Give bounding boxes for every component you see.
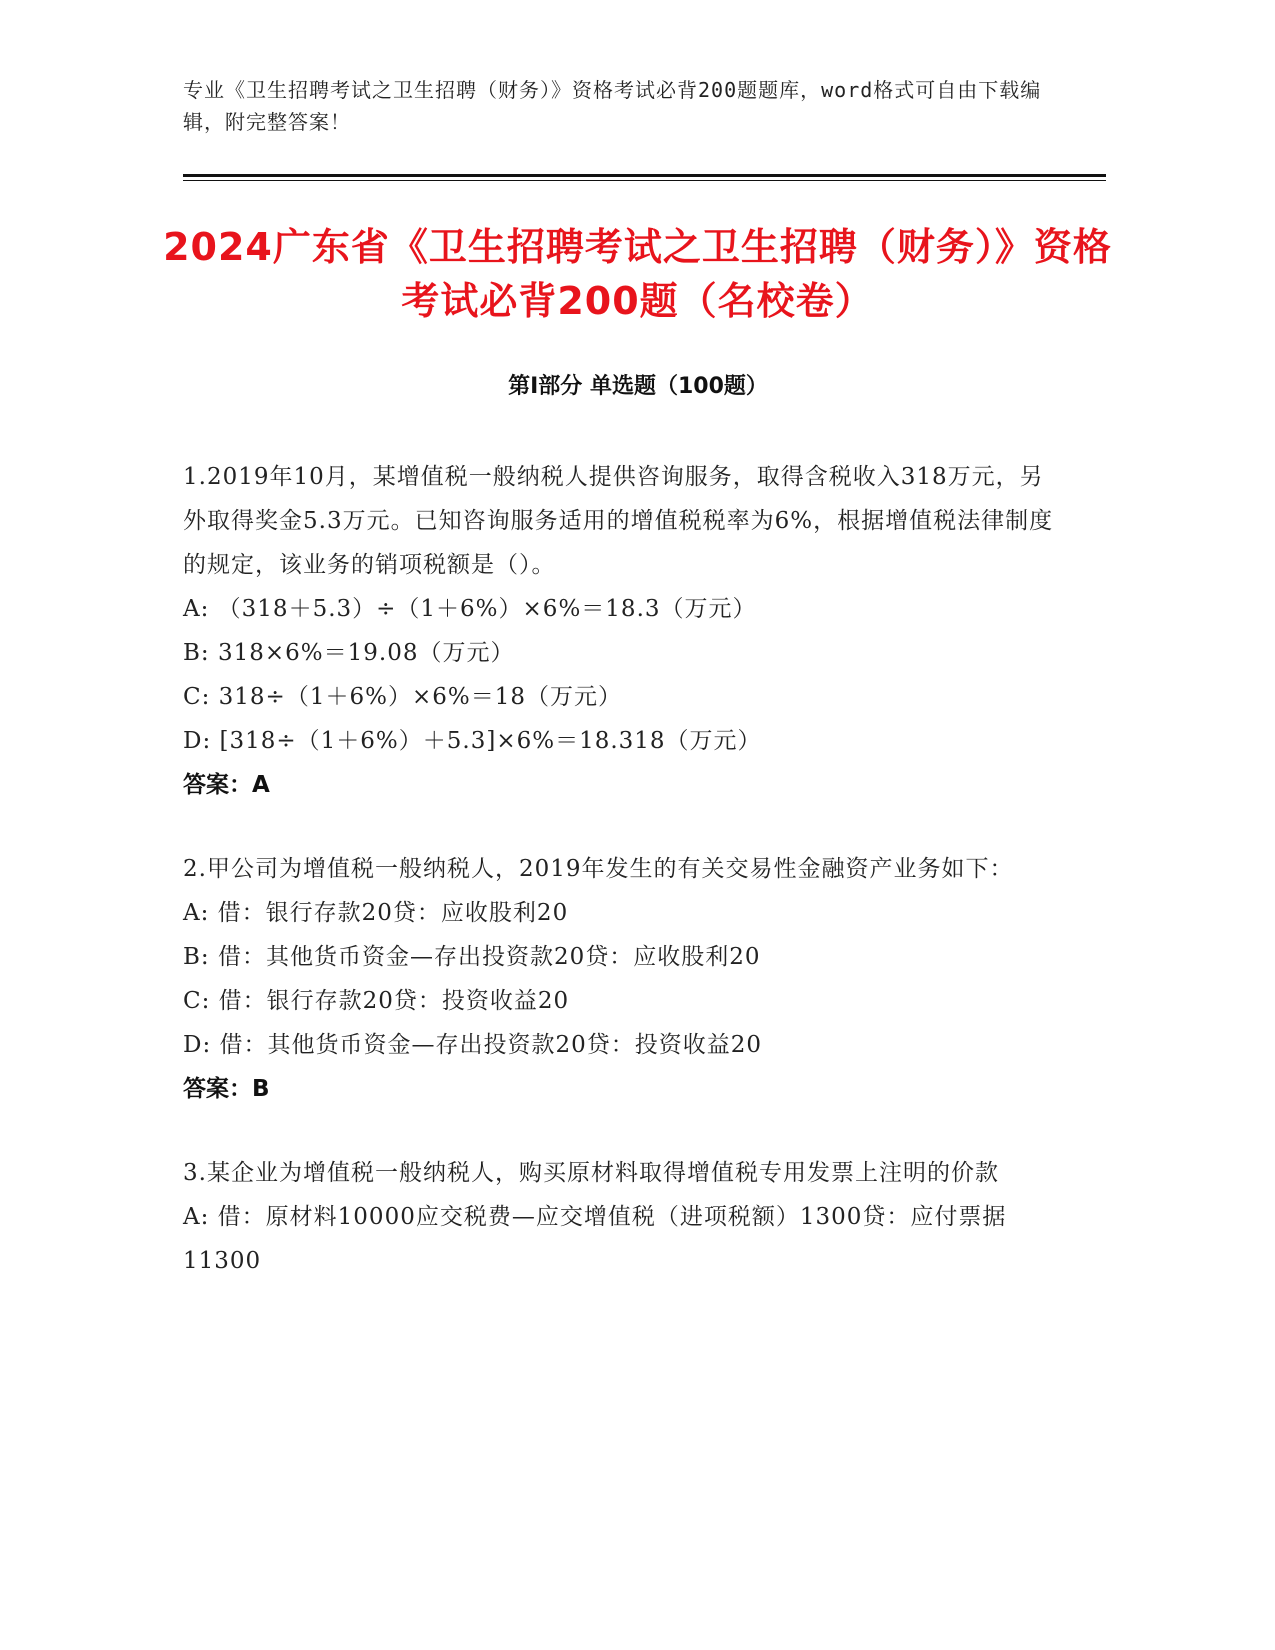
question-text: 2.甲公司为增值税一般纳税人，2019年发生的有关交易性金融资产业务如下： <box>183 856 1014 882</box>
question-list <box>183 455 1063 1323</box>
question-2 <box>183 847 1063 1111</box>
section-heading: 第Ⅰ部分 单选题（100题） <box>508 374 768 399</box>
option-a: A: （318＋5.3）÷（1＋6%）×6%＝18.3（万元） <box>183 596 757 622</box>
answer-label: 答案：B <box>183 1076 270 1102</box>
header-rule-thin <box>183 180 1106 181</box>
option-d: D: 借：其他货币资金—存出投资款20贷：投资收益20 <box>183 1032 763 1058</box>
header-note: 专业《卫生招聘考试之卫生招聘（财务）》资格考试必背200题题库，word格式可自由下载编辑，附完整答案！ <box>183 78 1042 134</box>
option-c: C: 318÷（1＋6%）×6%＝18（万元） <box>183 684 622 710</box>
option-b: B: 借：其他货币资金—存出投资款20贷：应收股利20 <box>183 944 761 970</box>
header-rule-thick <box>183 174 1106 177</box>
answer-label: 答案：A <box>183 772 270 798</box>
document-title: 2024广东省《卫生招聘考试之卫生招聘（财务）》资格考试必背200题（名校卷） <box>163 225 1112 323</box>
option-c: C: 借：银行存款20贷：投资收益20 <box>183 988 570 1014</box>
option-d: D: [318÷（1＋6%）＋5.3]×6%＝18.318（万元） <box>183 728 762 754</box>
option-a: A: 借：银行存款20贷：应收股利20 <box>183 900 569 926</box>
option-b: B: 318×6%＝19.08（万元） <box>183 640 515 666</box>
question-text: 3.某企业为增值税一般纳税人，购买原材料取得增值税专用发票上注明的价款 <box>183 1160 999 1186</box>
question-3 <box>183 1151 1063 1283</box>
question-1 <box>183 455 1063 807</box>
question-text: 1.2019年10月，某增值税一般纳税人提供咨询服务，取得含税收入318万元，另外取得奖金5.3万元。已知咨询服务适用的增值税税率为6%，根据增值税法律制度的规定，该业务的销项税额是（）。 <box>183 464 1054 578</box>
option-a: A: 借：原材料10000应交税费—应交增值税（进项税额）1300贷：应付票据11300 <box>183 1204 1007 1274</box>
